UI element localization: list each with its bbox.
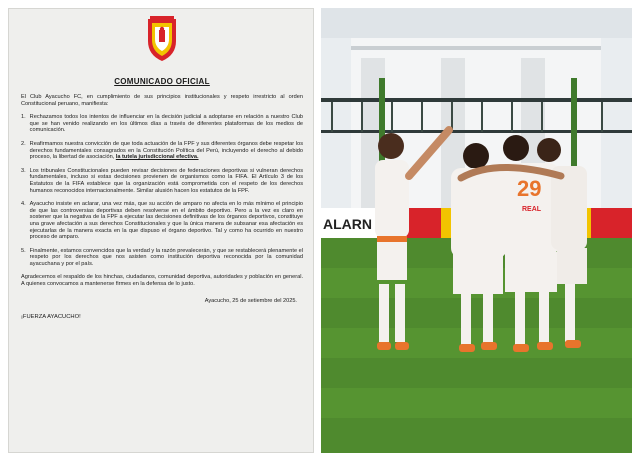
point-1	[21, 114, 303, 134]
banner-text: ALARN	[323, 216, 372, 232]
intro-paragraph: El Club Ayacucho FC, en cumplimiento de sus principios institucionales y respeto irrestricto al orden Constitucional peruano, manifiesta:	[21, 94, 303, 107]
point-number: 2.	[21, 140, 26, 147]
point-emphasis: la tutela jurisdiccional efectiva.	[115, 154, 199, 161]
document-date: Ayacucho, 25 de setiembre del 2025.	[204, 297, 297, 304]
point-text: Ayacucho insiste en aclarar, una vez más, que su acción de amparo no afecta en lo más mínimo el principio de que las controversias deportivas deben resolverse en el ámbito deportivo. Pero a la vez es claro en sostener que la negativa de la FPF a ejecutar las decisiones definitivas de los órganos deportivos, constituye una grave afectación a sus derechos Constitucionales y que la única manera de subsanar esa afectación es ejecutarlas de la manera exacta en la que dispuso el órgano deportivo. Tal y como ha ocurrido en nuestro proceso de amparo.	[29, 201, 303, 241]
club-crest-logo	[144, 15, 180, 63]
point-text: Finalmente, estamos convencidos que la verdad y la razón prevalecerán, y que se restablecerá plenamente el respeto por los derechos que nos asisten como institución deportiva reconocida por la comunidad ayacuchana y por el país.	[29, 247, 303, 267]
point-5	[21, 248, 303, 268]
point-number: 3.	[21, 167, 26, 174]
point-3	[21, 168, 303, 194]
closing-slogan: ¡FUERZA AYACUCHO!	[21, 313, 81, 320]
photo-illustration	[321, 8, 632, 453]
point-4	[21, 201, 303, 241]
point-text-wrapper	[30, 141, 303, 161]
communique-document	[8, 8, 314, 453]
point-number: 5.	[21, 247, 26, 254]
point-2	[21, 141, 303, 161]
point-number: 1.	[21, 114, 26, 121]
sponsor-logo: REAL	[522, 206, 542, 213]
point-text: Reafirmamos nuestra convicción de que toda actuación de la FPF y sus diferentes órganos debe respetar los derechos fundamentales consagrados en la Constitución Política del Perú, incluyendo el derecho al debido proceso, la libertad de asociación,	[29, 140, 303, 161]
team-celebration-photo	[321, 8, 632, 453]
point-text: Los tribunales Constitucionales pueden revisar decisiones de federaciones deportivas si vulneran derechos fundamentales, incluso si estas decisiones provienen de organismos como la FIFA. El Artículo 3 de los Estatutos de la FIFA establece que la organización está comprometida con el respeto de los derechos humanos reconocidos internacionalmente. Similar alusión hacen los estatutos de la FPF.	[29, 167, 303, 194]
jersey-number: 29	[517, 176, 542, 201]
document-title: COMUNICADO OFICIAL	[114, 77, 210, 86]
thanks-paragraph: Agradecemos el respaldo de los hinchas, ciudadanos, comunidad deportiva, autoridades y población en general. A quienes convocamos a mantenerse firmes en la defensa de lo justo.	[21, 274, 303, 288]
point-text: Rechazamos todos los intentos de influenciar en la decisión judicial a adoptarse en relación a nuestro Club que se han venido realizando en los últimos días a través de diferentes plataformas de los medios de comunicación.	[29, 114, 303, 134]
point-number: 4.	[21, 201, 26, 208]
